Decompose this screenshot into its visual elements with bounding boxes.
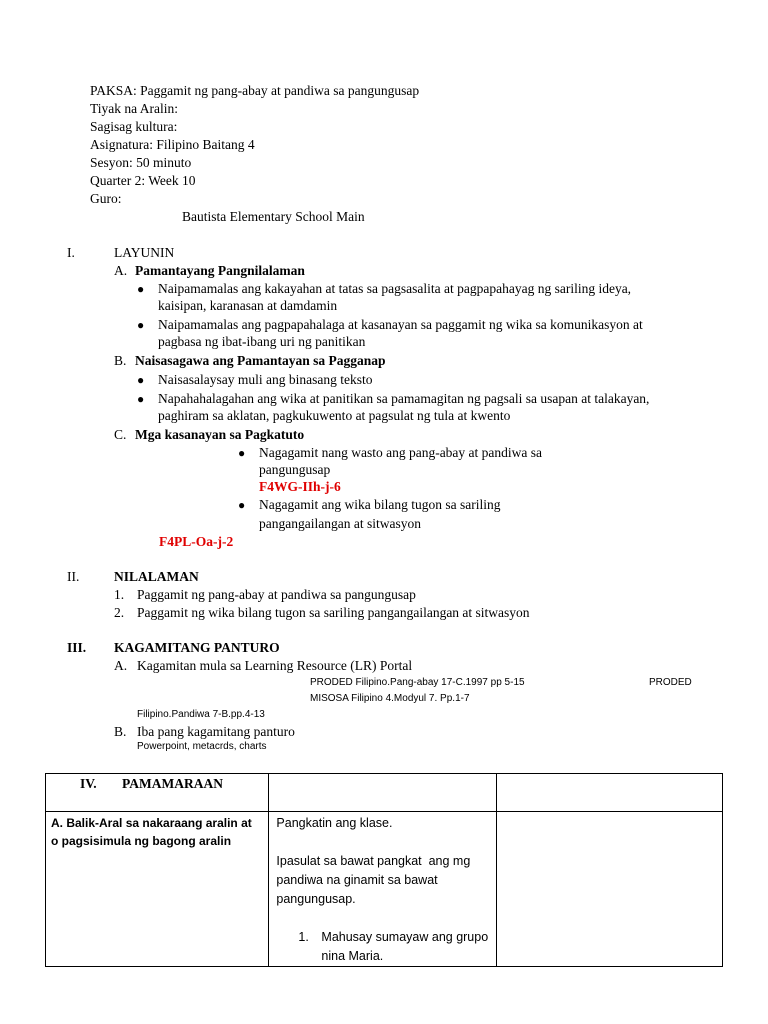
section-1c-bullet-2-line-2: pangangailangan at sitwasyon: [259, 516, 421, 531]
table-header-empty-cell: [496, 774, 722, 812]
activity-paragraph-2: Ipasulat sa bawat pangkat ang mg pandiwa na ginamit sa bawat pangungusap.: [276, 854, 474, 906]
quarter-line: Quarter 2: Week 10: [90, 173, 196, 188]
section-3b-letter: B.: [114, 724, 127, 739]
bullet-icon: ●: [137, 282, 145, 296]
section-4-title: PAMAMARAAN: [122, 776, 223, 791]
section-1b-title: Naisasagawa ang Pamantayan sa Pagganap: [135, 353, 386, 368]
section-1c-letter: C.: [114, 427, 127, 442]
activity-paragraph-1: Pangkatin ang klase.: [276, 816, 393, 830]
topic-line: PAKSA: Paggamit ng pang-abay at pandiwa sa pangungusap: [90, 83, 420, 98]
activity-list-number: 1.: [298, 930, 309, 944]
step-empty-cell: [496, 812, 722, 967]
section-1c-bullet-1-line-2: pangungusap: [259, 462, 331, 477]
bullet-icon: ●: [137, 392, 145, 406]
step-label: A. Balik-Aral sa nakaraang aralin at o pagsisimula ng bagong aralin: [51, 816, 252, 848]
procedure-table: [45, 773, 723, 967]
section-3a-text: Kagamitan mula sa Learning Resource (LR) Portal: [137, 658, 413, 673]
section-4-number: IV.: [80, 776, 97, 791]
section-2-item-1: Paggamit ng pang-abay at pandiwa sa pangungusap: [137, 587, 416, 602]
section-1b-bullet-2-line-1: Napahahalagahan ang wika at panitikan sa pamamagitan ng pagsali sa usapan at talakayan,: [158, 391, 650, 406]
section-1b-bullet-2-line-2: paghiram sa aklatan, pagkukuwento at pagsulat ng tula at kwento: [158, 408, 511, 423]
section-1a-letter: A.: [114, 263, 128, 278]
bullet-icon: ●: [238, 498, 246, 512]
section-1a-bullet-1-line-1: Naipamamalas ang kakayahan at tatas sa pagsasalita at pagpapahayag ng sariling ideya,: [158, 281, 632, 296]
reference-1: PRODED Filipino.Pang-abay 17-C.1997 pp 5-15: [310, 677, 525, 688]
reference-2: MISOSA Filipino 4.Modyul 7. Pp.1-7: [310, 693, 470, 704]
section-1a-bullet-1-line-2: kaisipan, karanasan at damdamin: [158, 298, 338, 313]
activity-list-item: [276, 928, 490, 966]
reference-1b: PRODED: [649, 677, 692, 688]
competency-code-1: F4WG-IIh-j-6: [259, 479, 341, 494]
section-1a-bullet-2-line-2: pagbasa ng ibat-ibang uri ng panitikan: [158, 334, 366, 349]
section-3b-materials: Powerpoint, metacrds, charts: [137, 741, 267, 752]
competency-code-2: F4PL-Oa-j-2: [159, 534, 234, 549]
section-1c-title: Mga kasanayan sa Pagkatuto: [135, 427, 305, 442]
reference-3: Filipino.Pandiwa 7-B.pp.4-13: [137, 709, 265, 720]
section-3-title: KAGAMITANG PANTURO: [114, 640, 280, 655]
table-header-row: [46, 774, 723, 812]
bullet-icon: ●: [137, 373, 145, 387]
section-2-number: II.: [67, 569, 80, 584]
specific-lesson-label: Tiyak na Aralin:: [90, 101, 179, 116]
section-2-item-1-number: 1.: [114, 587, 125, 602]
table-header-cell: [46, 774, 269, 812]
section-2-title: NILALAMAN: [114, 569, 199, 584]
section-2-item-2-number: 2.: [114, 605, 125, 620]
session-line: Sesyon: 50 minuto: [90, 155, 192, 170]
bullet-icon: ●: [137, 318, 145, 332]
section-1a-bullet-2-line-1: Naipamamalas ang pagpapahalaga at kasanayan sa paggamit ng wika sa komunikasyon at: [158, 317, 643, 332]
section-2-item-2: Paggamit ng wika bilang tugon sa sariling pangangailangan at sitwasyon: [137, 605, 530, 620]
subject-line: Asignatura: Filipino Baitang 4: [90, 137, 255, 152]
section-1-title: LAYUNIN: [114, 245, 175, 260]
section-3a-letter: A.: [114, 658, 128, 673]
section-1-number: I.: [67, 245, 75, 260]
step-activity-cell: [269, 812, 497, 967]
table-row: [46, 812, 723, 967]
section-1b-letter: B.: [114, 353, 127, 368]
step-label-cell: [46, 812, 269, 967]
teacher-label: Guro:: [90, 191, 122, 206]
bullet-icon: ●: [238, 446, 246, 460]
section-1c-bullet-1-line-1: Nagagamit nang wasto ang pang-abay at pandiwa sa: [259, 445, 543, 460]
section-1b-bullet-1: Naisasalaysay muli ang binasang teksto: [158, 372, 373, 387]
table-header-empty-cell: [269, 774, 497, 812]
school-name: Bautista Elementary School Main: [182, 209, 365, 224]
section-3-number: III.: [67, 640, 87, 655]
section-3b-text: Iba pang kagamitang panturo: [137, 724, 295, 739]
activity-list-text: Mahusay sumayaw ang grupo nina Maria.: [321, 930, 489, 963]
cultural-symbol-label: Sagisag kultura:: [90, 119, 178, 134]
section-1a-title: Pamantayang Pangnilalaman: [135, 263, 305, 278]
section-1c-bullet-2-line-1: Nagagamit ang wika bilang tugon sa sariling: [259, 497, 501, 512]
